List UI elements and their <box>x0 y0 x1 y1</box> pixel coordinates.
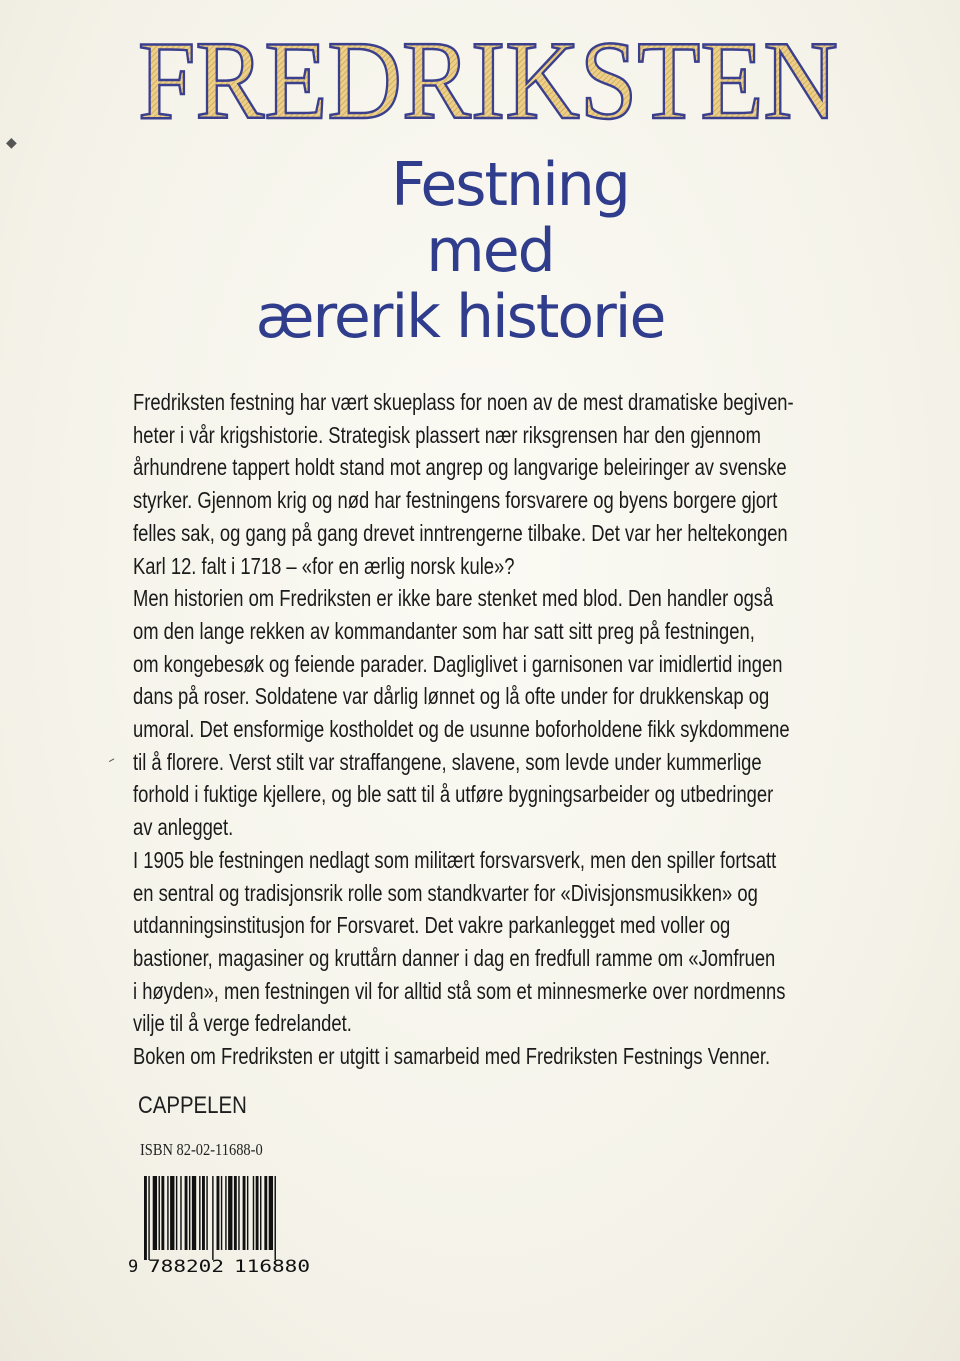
text-line: om den lange rekken av kommandanter som har satt sitt preg på festningen, <box>133 617 755 644</box>
paragraph <box>133 1040 771 1073</box>
text-line: Men historien om Fredriksten er ikke bare stenket med blod. Den handler også <box>133 585 774 612</box>
barcode-digit-first: 9 <box>128 1257 139 1276</box>
ean-barcode <box>124 1172 324 1276</box>
barcode-bar <box>180 1176 181 1250</box>
barcode-bar <box>221 1176 222 1250</box>
text-line: i høyden», men festningen vil for alltid stå som et minnesmerke over nordmenns <box>133 977 786 1004</box>
cover-title <box>128 18 848 138</box>
barcode-digits-right: 116880 <box>234 1257 310 1276</box>
scan-speck: ◆ <box>6 135 17 151</box>
barcode-bar <box>269 1176 273 1250</box>
barcode-bar <box>256 1176 259 1250</box>
text-line: en sentral og tradisjonsrik rolle som standkvarter for «Divisjonsmusikken» og <box>133 879 758 906</box>
barcode-bars <box>144 1176 276 1260</box>
subtitle-line: med <box>426 216 554 286</box>
barcode-bar <box>275 1176 276 1260</box>
paragraph <box>133 386 794 582</box>
isbn-number: ISBN 82-02-11688-0 <box>140 1140 263 1159</box>
barcode-bar <box>192 1176 196 1250</box>
barcode-bar <box>234 1176 237 1250</box>
text-line: vilje til å verge fedrelandet. <box>133 1010 352 1037</box>
barcode-bar <box>159 1176 160 1250</box>
text-line: Karl 12. falt i 1718 – «for en ærlig norsk kule»? <box>133 552 515 579</box>
paragraph <box>133 582 790 844</box>
text-line: umoral. Det ensformige kostholdet og de usunne boforholdene fikk sykdommene <box>133 716 790 743</box>
barcode-bar <box>228 1176 232 1250</box>
barcode-bar <box>253 1176 254 1250</box>
barcode-bar <box>217 1176 220 1250</box>
barcode-bar <box>264 1176 267 1250</box>
text-line: utdanningsinstitusjon for Forsvaret. Det vakre parkanlegget med voller og <box>133 912 731 939</box>
barcode-bar <box>238 1176 239 1250</box>
barcode-bar <box>148 1176 149 1260</box>
barcode-bar <box>260 1176 261 1250</box>
text-line: heter i vår krigshistorie. Strategisk plassert nær riksgrensen har den gjennom <box>133 421 761 448</box>
barcode-bar <box>167 1176 168 1250</box>
text-line: Fredriksten festning har vært skueplass for noen av de mest dramatiske begiven- <box>133 389 794 415</box>
barcode-bar <box>212 1176 213 1260</box>
text-line: om kongebesøk og feiende parader. Dagliglivet i garnisonen var imidlertid ingen <box>133 650 783 677</box>
blurb-text <box>133 386 794 1073</box>
barcode-digits-left: 788202 <box>148 1257 224 1276</box>
subtitle-line: Festning <box>391 150 629 220</box>
barcode-bar <box>189 1176 190 1250</box>
text-line: felles sak, og gang på gang drevet inntrengerne tilbake. Det var her heltekongen <box>133 519 788 546</box>
barcode-bar <box>206 1176 207 1250</box>
barcode-bar <box>225 1176 226 1250</box>
barcode-bar <box>199 1176 200 1250</box>
publisher-name: CAPPELEN <box>138 1092 247 1119</box>
title-text: FREDRIKSTEN <box>138 19 838 138</box>
text-line: styrker. Gjennom krig og nød har festningens forsvarere og byens borgere gjort <box>133 487 778 514</box>
text-line: Boken om Fredriksten er utgitt i samarbeid med Fredriksten Festnings Venner. <box>133 1043 771 1070</box>
barcode-bar <box>202 1176 205 1250</box>
text-line: av anlegget. <box>133 814 234 841</box>
barcode-bar <box>161 1176 164 1250</box>
text-line: dans på roser. Soldatene var dårlig lønnet og lå ofte under for drukkenskap og <box>133 683 770 710</box>
barcode-bar <box>144 1176 147 1260</box>
barcode-bar <box>153 1176 157 1250</box>
title-graphic <box>128 18 848 138</box>
text-line: forhold i fuktige kjellere, og ble satt til å utføre bygningsarbeider og utbedringer <box>133 781 774 808</box>
barcode-bar <box>185 1176 188 1250</box>
text-line: bastioner, magasiner og kruttårn danner i dag en fredfull ramme om «Jomfruen <box>133 944 776 971</box>
cover-subtitle <box>0 152 960 350</box>
barcode-bar <box>170 1176 174 1250</box>
barcode-bar <box>176 1176 177 1250</box>
pencil-tick: – <box>104 751 119 769</box>
barcode-graphic <box>124 1172 324 1276</box>
text-line: til å florere. Verst stilt var straffangene, slavene, som levde under kummerlige <box>133 748 762 775</box>
subtitle-line: ærerik historie <box>255 282 665 352</box>
text-line: I 1905 ble festningen nedlagt som militært forsvarsverk, men den spiller fortsatt <box>133 846 777 873</box>
barcode-bar <box>243 1176 246 1250</box>
barcode-bar <box>247 1176 248 1250</box>
paragraph <box>133 844 786 1040</box>
text-line: århundrene tappert holdt stand mot angrep og langvarige beleiringer av svenske <box>133 454 787 481</box>
